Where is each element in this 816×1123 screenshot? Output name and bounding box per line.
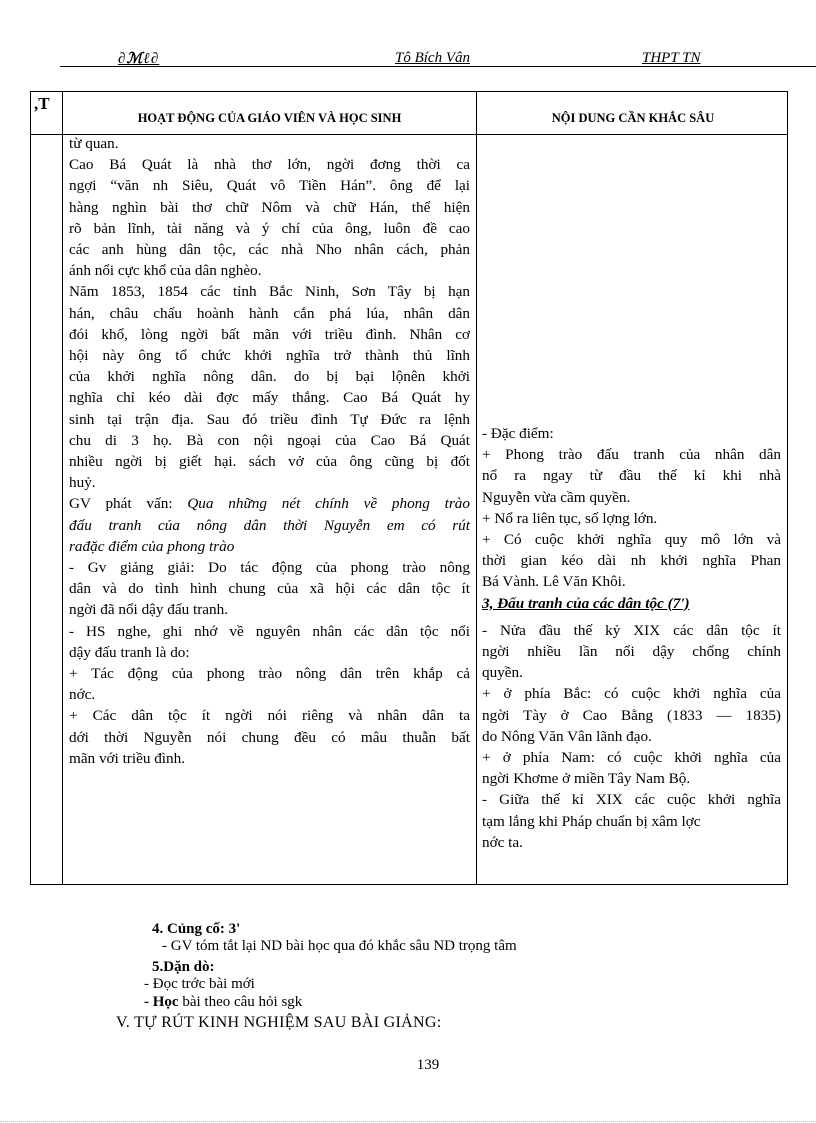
activity-line: nớc. [69, 686, 96, 704]
column-divider-t [62, 92, 63, 884]
content-line: + ở phía Nam: có cuộc khởi nghĩa của [482, 749, 781, 767]
homework-line-1: - Đọc trớc bài mới [144, 976, 255, 992]
activity-line-question: rađặc điểm của phong trào [69, 537, 235, 555]
content-line: - Giữa thế kỉ XIX các cuộc khởi nghĩa [482, 791, 781, 809]
col-activities-header: HOẠT ĐỘNG CỦA GIÁO VIÊN VÀ HỌC SINH [137, 111, 402, 125]
activity-line: đói khổ, lòng ngời bất mãn với triều đình. Nhân cơ [69, 325, 470, 343]
activity-line: mãn với triều đình. [69, 749, 186, 767]
homework-heading: 5.Dặn dò: [152, 959, 215, 975]
page-number: 139 [416, 1057, 440, 1073]
activity-line: rõ bản lĩnh, tài năng và ý chí của ông, luôn đề cao [69, 219, 470, 237]
section-v-heading: V. TỰ RÚT KINH NGHIỆM SAU BÀI GIẢNG: [116, 1014, 442, 1031]
activity-line: dới thời Nguyễn nói chung đều có mâu thuẫn bất [69, 728, 470, 746]
activity-line: Cao Bá Quát là nhà thơ lớn, ngời đơng thời ca [69, 156, 470, 174]
activity-line: hàng nghìn bài thơ chữ Nôm và chữ Hán, thể hiện [69, 198, 470, 216]
activity-line: - Gv giảng giải: Do tác động của phong trào nông [69, 559, 470, 577]
col-t-header: ,T [34, 94, 50, 113]
content-line: ngời Tày ở Cao Bằng (1833 — 1835) [482, 706, 781, 724]
activity-line: của khởi nghĩa nông dân. do bị bại lộnên khởi [69, 368, 470, 386]
activity-line: nghĩa chỉ kéo dài đợc mấy thắng. Cao Bá Quát hy [69, 389, 470, 407]
col-content-header: NỘI DUNG CẦN KHẮC SÂU [551, 111, 715, 125]
content-line: nớc ta. [482, 833, 523, 851]
activities-column [69, 133, 470, 769]
content-line: - Đặc điểm: [482, 425, 554, 442]
activity-line: các anh hùng dân tộc, các nhà Nho nhân cách, phản [69, 241, 470, 259]
column-divider-content [476, 92, 477, 884]
homework-line-2-bold: - Học [144, 994, 179, 1010]
content-line: ngời Khơme ở miền Tây Nam Bộ. [482, 770, 691, 788]
content-line: - Nửa đầu thế kỷ XIX các dân tộc ít [482, 621, 781, 639]
activity-line: huỷ. [69, 474, 96, 492]
activity-line: Năm 1853, 1854 các tỉnh Bắc Ninh, Sơn Tây bị hạn [69, 283, 470, 301]
question-text: Qua những nét chính về phong trào [187, 495, 470, 513]
content-line: + ở phía Bắc: có cuộc khởi nghĩa của [482, 685, 781, 703]
content-line: do Nông Văn Vân lãnh đạo. [482, 727, 652, 745]
consolidate-heading: 4. Củng cố: 3' [152, 921, 241, 937]
activity-line: + Tác động của phong trào nông dân trên khắp cả [69, 665, 470, 683]
content-line: + Phong trào đấu tranh của nhân dân [482, 446, 781, 464]
consolidate-text: - GV tóm tắt lại ND bài học qua đó khắc sâu ND trọng tâm [162, 938, 517, 954]
section-heading-ethnic-struggle: 3, Đấu tranh của các dân tộc (7') [482, 594, 690, 612]
content-line: Bá Vành. Lê Văn Khôi. [482, 573, 626, 591]
activity-line: ngợi “văn nh Siêu, Quát vô Tiền Hán”. ông để lại [69, 177, 470, 195]
content-line: thời gian kéo dài nh khởi nghĩa Phan [482, 552, 781, 570]
content-column [482, 423, 781, 853]
activity-line: dân và do tình hình chung của xã hội các dân tộc ít [69, 580, 470, 598]
content-line: quyền. [482, 664, 523, 682]
header-school: THPT TN [642, 50, 701, 66]
header-signature: ∂ℳℓ∂ [118, 51, 160, 67]
content-line: Nguyễn vừa cầm quyền. [482, 488, 631, 506]
activity-line: sinh tại trận địa. Sau đó triều đình Tự Đức ra lệnh [69, 410, 470, 428]
activity-line: từ quan. [69, 135, 119, 152]
page-bottom-border [0, 1121, 816, 1122]
activity-line: hán, châu chấu hoành hành cắn phá lúa, nhân dân [69, 304, 470, 322]
content-line: tạm lắng khi Pháp chuẩn bị xâm lợc [482, 812, 701, 830]
activity-line: ánh nổi cực khổ của dân nghèo. [69, 262, 262, 280]
activity-line: chu di 3 họ. Bà con nội ngoại của Cao Bá Quát [69, 431, 470, 449]
activity-line: - HS nghe, ghi nhớ về nguyên nhân các dân tộc nổi [69, 622, 470, 640]
content-line: ngời nhiều lần nổi dậy chống chính [482, 643, 781, 661]
activity-line-question [69, 493, 470, 514]
header-author: Tô Bích Vân [395, 50, 470, 66]
homework-line-2 [144, 994, 302, 1011]
activity-line: hội này ông tổ chức khởi nghĩa trở thành thủ lĩnh [69, 347, 470, 365]
activity-line: + Các dân tộc ít ngời nói riêng và nhân dân ta [69, 707, 470, 725]
header-rule [60, 66, 816, 67]
activity-line-question: đấu tranh của nông dân thời Nguyễn em có rút [69, 516, 470, 534]
content-line: + Có cuộc khởi nghĩa quy mô lớn và [482, 531, 781, 549]
lesson-table [30, 91, 788, 885]
question-label: GV phát vấn: [69, 495, 188, 513]
homework-line-2-rest: bài theo câu hỏi sgk [178, 994, 303, 1010]
content-line: nổ ra ngay từ đầu thế kỉ khi nhà [482, 467, 781, 485]
activity-line: nhiều ngời bị giết hại. sách vở của ông cũng bị đốt [69, 453, 470, 471]
activity-line: dậy đấu tranh là do: [69, 643, 190, 661]
content-line: + Nổ ra liên tục, số lợng lớn. [482, 509, 658, 527]
activity-line: ngời đã nổi dậy đấu tranh. [69, 601, 229, 619]
